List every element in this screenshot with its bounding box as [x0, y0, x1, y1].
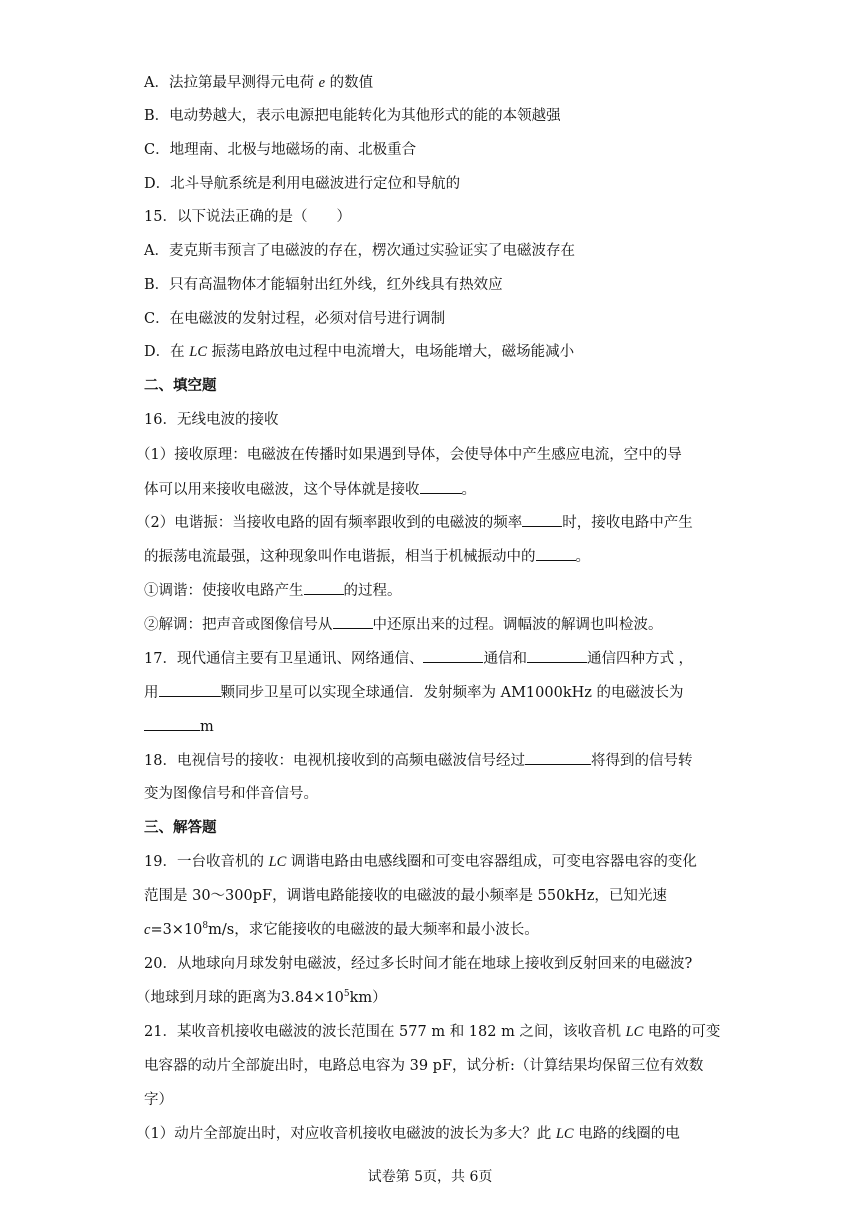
q15-option-b: B．只有高温物体才能辐射出红外线，红外线具有热效应 — [144, 277, 503, 293]
answer-blank[interactable] — [304, 580, 344, 595]
answer-blank[interactable] — [333, 614, 373, 629]
answer-blank[interactable] — [144, 716, 200, 731]
answer-blank[interactable] — [423, 648, 483, 663]
q21-line1: 21．某收音机接收电磁波的波长范围在 577 m 和 182 m 之间，该收音机 LC 电路的可变 — [144, 1024, 721, 1040]
q15-stem: 15．以下说法正确的是（ ） — [144, 209, 351, 225]
q20-line2: （地球到月球的距离为$3.84\times 10^5km$） — [136, 989, 387, 1006]
q21-part1: （1）动片全部旋出时，对应收音机接收电磁波的波长为多大？此 LC 电路的线圈的电 — [136, 1126, 680, 1142]
q14-option-a: A．法拉第最早测得元电荷 e 的数值 — [144, 75, 374, 91]
q16-part1-line2: 体可以用来接收电磁波，这个导体就是接收 。 — [144, 479, 476, 500]
q18-line2: 变为图像信号和伴音信号。 — [144, 786, 318, 802]
q16-demodulation: ②解调：把声音或图像信号从 中还原出来的过程。调幅波的解调也叫检波。 — [144, 614, 663, 635]
q16-tuning: ①调谐：使接收电路产生 的过程。 — [144, 580, 402, 601]
answer-blank[interactable] — [159, 682, 221, 697]
q19-line1: 19．一台收音机的 LC 调谐电路由电感线圈和可变电容器组成，可变电容器电容的变化 — [144, 854, 697, 870]
page-footer: 试卷第 5页，共 6页 — [367, 1169, 493, 1185]
q16-part2-line1: （2）电谐振：当接收电路的固有频率跟收到的电磁波的频率 时，接收电路中产生 — [136, 512, 693, 533]
q20-line1: 20．从地球向月球发射电磁波，经过多长时间才能在地球上接收到反射回来的电磁波? — [144, 956, 693, 972]
q15-option-a: A．麦克斯韦预言了电磁波的存在，楞次通过实验证实了电磁波存在 — [144, 243, 575, 259]
q17-line3: m — [144, 716, 214, 737]
q15-option-d: D．在 LC 振荡电路放电过程中电流增大，电场能增大，磁场能减小 — [144, 344, 575, 360]
answer-blank[interactable] — [522, 512, 562, 527]
q19-line2: 范围是 30～300pF，调谐电路能接收的电磁波的最小频率是 550kHz，已知光速 — [144, 888, 667, 904]
answer-blank[interactable] — [420, 479, 462, 494]
q16-stem: 16．无线电波的接收 — [144, 412, 279, 428]
q15-option-c: C．在电磁波的发射过程，必须对信号进行调制 — [144, 311, 446, 327]
q19-line3: $c=3\times 10^8m/s$，求它能接收的电磁波的最大频率和最小波长。 — [144, 921, 539, 938]
section-fill-in-heading: 二、填空题 — [144, 377, 217, 394]
q16-part1-line1: （1）接收原理：电磁波在传播时如果遇到导体，会使导体中产生感应电流，空中的导 — [136, 447, 682, 463]
q14-option-d: D．北斗导航系统是利用电磁波进行定位和导航的 — [144, 176, 461, 192]
q14-option-c: C．地理南、北极与地磁场的南、北极重合 — [144, 142, 417, 158]
q17-line2: 用 颗同步卫星可以实现全球通信．发射频率为 AM1000kHz 的电磁波长为 — [144, 682, 684, 703]
q16-part2-line2: 的振荡电流最强，这种现象叫作电谐振，相当于机械振动中的 。 — [144, 546, 590, 567]
answer-blank[interactable] — [525, 750, 591, 765]
q18-line1: 18．电视信号的接收：电视机接收到的高频电磁波信号经过 将得到的信号转 — [144, 750, 692, 771]
answer-blank[interactable] — [536, 546, 576, 561]
q14-option-b: B．电动势越大，表示电源把电能转化为其他形式的能的本领越强 — [144, 108, 561, 124]
q21-line3: 字） — [144, 1092, 173, 1108]
q17-line1: 17．现代通信主要有卫星通讯、网络通信、 通信和 通信四种方式 ， — [144, 648, 693, 669]
section-answer-heading: 三、解答题 — [144, 819, 217, 836]
q21-line2: 电容器的动片全部旋出时，电路总电容为 39 pF，试分析:（计算结果均保留三位有效数 — [144, 1058, 704, 1074]
answer-blank[interactable] — [527, 648, 587, 663]
